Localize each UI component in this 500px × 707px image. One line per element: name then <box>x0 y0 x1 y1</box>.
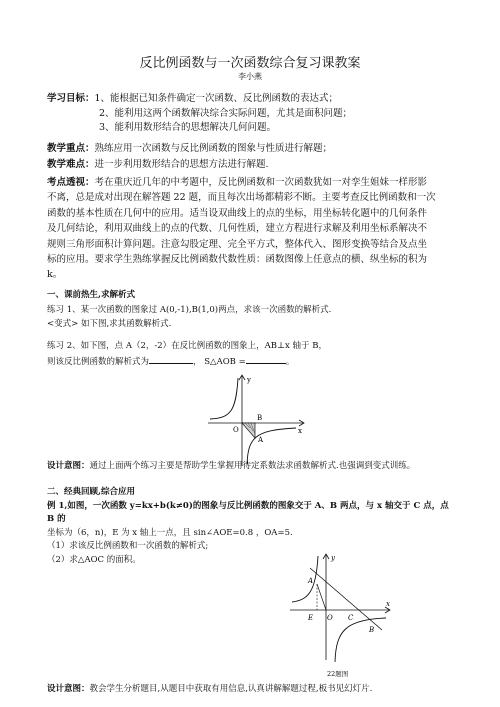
fig2-c-label: C <box>348 614 354 622</box>
segment-oa <box>317 584 326 610</box>
exam-line: 函数的基本性质在几何中的应用。适当设双曲线上的点的坐标，用坐标转化题中的几何条件 <box>47 207 428 219</box>
design-text: 通过上面两个练习主要是帮助学生掌握用待定系数法求函数解析式.也强调到变式训练。 <box>89 461 416 471</box>
design-text: 教会学生分析题目,从题目中获取有用信息,认真讲解解题过程,板书见幻灯片. <box>89 684 373 694</box>
triangle-aob <box>242 423 255 438</box>
section-1-title: 一、课前热生,求解析式 <box>47 290 135 300</box>
figure-hyperbola-triangle <box>200 370 310 470</box>
example-1-line: 坐标为（6，n)，E 为 x 轴上一点，且 sin∠AOE=0.8 ，OA=5. <box>47 527 293 538</box>
document-title: 反比例函数与一次函数综合复习课教案 <box>139 56 361 71</box>
difficulty-text: 进一步利用数形结合的思想方法进行解题. <box>94 159 269 170</box>
goal-item: 2、能利用这两个函数解决综合实际问题，尤其是面积问题； <box>99 107 353 119</box>
exercise-1-line: 练习 1、某一次函数的图象过 A(0,-1),B(1,0)两点，求该一次函数的解析式. <box>47 304 332 315</box>
exam-label: 考点透视： <box>47 177 95 188</box>
exercise-1-variant: <变式> 如下图,求其函数解析式. <box>47 319 172 329</box>
linear-function-line <box>310 568 382 630</box>
answer-blank[interactable] <box>246 354 286 364</box>
exercise-2-blanks <box>47 354 455 370</box>
fig1-x-label: x <box>298 427 302 435</box>
key-points <box>47 142 455 157</box>
design-label: 设计意图： <box>47 684 90 694</box>
design-intent-2 <box>47 682 455 697</box>
fig2-y-label: y <box>331 554 335 562</box>
fig2-x-label: x <box>386 600 390 608</box>
exam-line: k。 <box>47 269 63 281</box>
exam-perspective <box>47 175 455 283</box>
figure-caption: 22题图 <box>327 670 349 678</box>
fig2-b-label: B <box>369 626 375 634</box>
design-label: 设计意图： <box>47 461 90 471</box>
section-1 <box>47 288 455 332</box>
difficulties <box>47 158 455 173</box>
goals-label: 学习目标： <box>47 93 95 104</box>
hyperbola-branch-upper <box>292 556 318 602</box>
fig1-a-label: A <box>258 436 264 444</box>
exercise-2-line: 练习 2、如下图，点 A（2，-2）在反比例函数的图象上，AB⊥x 轴于 B， <box>47 341 327 351</box>
goals-section <box>47 92 455 136</box>
exercise-2-end: 。 <box>285 356 295 367</box>
author-name: 李小燕 <box>238 72 262 81</box>
design-intent-1 <box>47 459 455 474</box>
exam-line: 及几何结论，利用双曲线上的点的代数、几何性质，建立方程进行求解及利用坐标系解决不 <box>47 223 428 235</box>
exercise-2-area-prompt: ， S△AOB = <box>193 356 246 367</box>
exam-line: 考在重庆近几年的中考题中，反比例函数和一次函数犹如一对孪生姐妹一样形影 <box>94 177 428 188</box>
exercise-2 <box>47 339 455 369</box>
hyperbola-branch-left <box>210 378 238 419</box>
fig1-y-label: y <box>247 376 251 384</box>
exam-line: 标的应用。要求学生熟练掌握反比例函数代数性质：函数图像上任意点的横、纵坐标的积为 <box>47 254 428 266</box>
exercise-2-prompt: 则该反比例函数的解析式为 <box>47 356 150 367</box>
example-1-question: （1）求该反比例函数和一次函数的解析式; <box>47 541 209 551</box>
figure-line-hyperbola <box>286 550 394 668</box>
fig1-b-label: B <box>257 414 263 422</box>
key-label: 教学重点： <box>47 143 95 154</box>
example-1-question: （2）求△AOC 的面积。 <box>47 554 141 565</box>
fig2-e-label: E <box>308 614 314 622</box>
fig2-a-label: A <box>308 577 314 585</box>
exam-line: 不离，总是成对出现在解答题 22 题，而且每次出场都精彩不断。主要考查反比例函数和一次 <box>47 192 436 204</box>
section-2-title: 二、经典回顾,综合应用 <box>47 487 135 497</box>
goal-item: 3、能利用数形结合的思想解决几何问题。 <box>99 122 277 133</box>
difficulty-label: 教学难点： <box>47 159 95 170</box>
exam-line: 规则三角形面积计算问题。注意勾股定理、完全平方式，整体代入、图形变换等结合及点坐 <box>47 238 428 250</box>
answer-blank[interactable] <box>149 354 193 364</box>
hyperbola-branch-lower <box>335 618 386 662</box>
fig2-o-label: O <box>327 614 333 622</box>
example-1-line: 例 1,如图，一次函数 y=kx+b(k≠0)的图象与反比例函数的图象交于 A、B 两点，与 x 轴交于 C 点，点 B 的 <box>47 500 449 524</box>
key-text: 熟练应用一次函数与反比例函数的图象与性质进行解题； <box>94 143 333 154</box>
goal-item: 1、能根据已知条件确定一次函数、反比例函数的表达式； <box>94 93 339 104</box>
fig1-origin-label: O <box>233 426 239 434</box>
